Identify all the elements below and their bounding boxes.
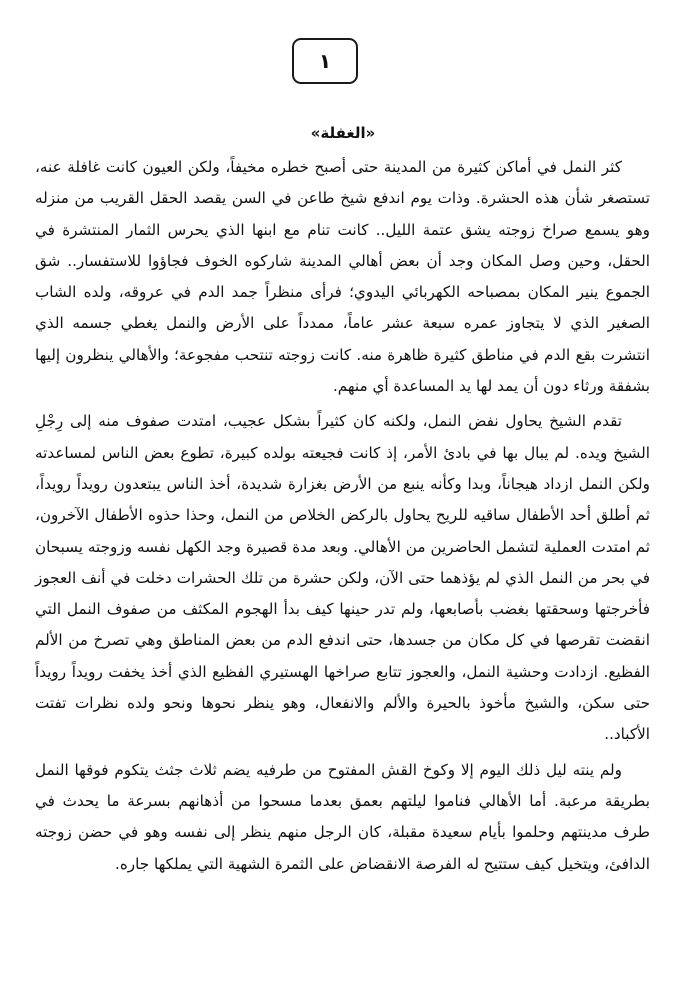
- page-number: ١: [318, 49, 332, 73]
- page-number-box: [292, 38, 358, 84]
- story-title: «الغفلة»: [310, 124, 376, 142]
- paragraph-2: تقدم الشيخ يحاول نفض النمل، ولكنه كان كثيراً بشكل عجيب، امتدت صفوف منه إلى رِجْلِ الشيخ ويده. لم يبال بها في بادئ الأمر، إذ كانت فجيعته بولده كبيرة، تطوع بعض الناس لمساعدته ولكن النمل ازداد هيجاناً، وبدا وكأنه ينبع من الأرض بغزارة شديدة، أخذ الناس يبتعدون رويداً رويداً، ثم أطلق أحد الأطفال ساقيه للريح يحاول بالركض الخلاص من النمل، وحذا حذوه الأطفال الآخرون، ثم امتدت العملية لتشمل الحاضرين من الأهالي. وبعد مدة قصيرة وجد الكهل نفسه وزوجته يسبحان في بحر من النمل الذي لم يؤذهما حتى الآن، ولكن حشرة من تلك الحشرات دخلت في أنف العجوز فأخرجتها وسحقتها بغضب بأصابعها، ولم تدر حينها كيف بدأ الهجوم المكثف من صفوف النمل التي انقضت تقرصها في كل مكان من جسدها، حتى اندفع الدم من بعض المناطق وهي تصرخ من الألم الفظيع. ازدادت وحشية النمل، والعجوز تتابع صراخها الهستيري الفظيع الذي أخذ يخفت رويداً رويداً حتى سكن، والشيخ مأخوذ بالحيرة والألم والانفعال، وهو ينظر نحوها ونحو ولده نظرات تفتت الأكباد..: [35, 412, 650, 744]
- paragraph-1: كثر النمل في أماكن كثيرة من المدينة حتى أصبح خطره مخيفاً، ولكن العيون كانت غافلة عنه، تستصغر شأن هذه الحشرة. وذات يوم اندفع شيخ طاعن في السن يقصد الحقل القريب من منزله وهو يسمع صراخ زوجته يشق عتمة الليل.. كانت تنام مع ابنها الذي يحرس الثمار المنتشرة في الحقل، وحين وصل المكان وجد أن بعض أهالي المدينة شاركوه الخوف فجاؤوا للاستفسار.. شق الجموع ينير المكان بمصباحه الكهربائي اليدوي؛ فرأى منظراً جمد الدم في عروقه، ولده الشاب الصغير الذي لا يتجاوز عمره سبعة عشر عاماً، ممدداً على الأرض والنمل يغطي جسمه الذي انتشرت بقع الدم في مناطق كثيرة ظاهرة منه. كانت زوجته تنتحب مفجوعة؛ والأهالي ينظرون إليها بشفقة ورثاء دون أن يمد لها يد المساعدة أي منهم.: [35, 158, 650, 396]
- paragraph-3: ولم ينته ليل ذلك اليوم إلا وكوخ القش المفتوح من طرفيه يضم ثلاث جثث يتكوم فوقها النمل بطريقة مرعبة. أما الأهالي فناموا ليلتهم بعمق بعدما مسحوا من أذهانهم بسرعة ما يحدث في طرف مدينتهم وحلموا بأيام سعيدة مقبلة، كان الرجل منهم ينظر إلى نفسه وهو في حضن زوجته الدافئ، ويتخيل كيف ستتيح له الفرصة الانقضاض على الثمرة الشهية التي يملكها جاره.: [35, 760, 650, 873]
- story-body: [35, 152, 650, 884]
